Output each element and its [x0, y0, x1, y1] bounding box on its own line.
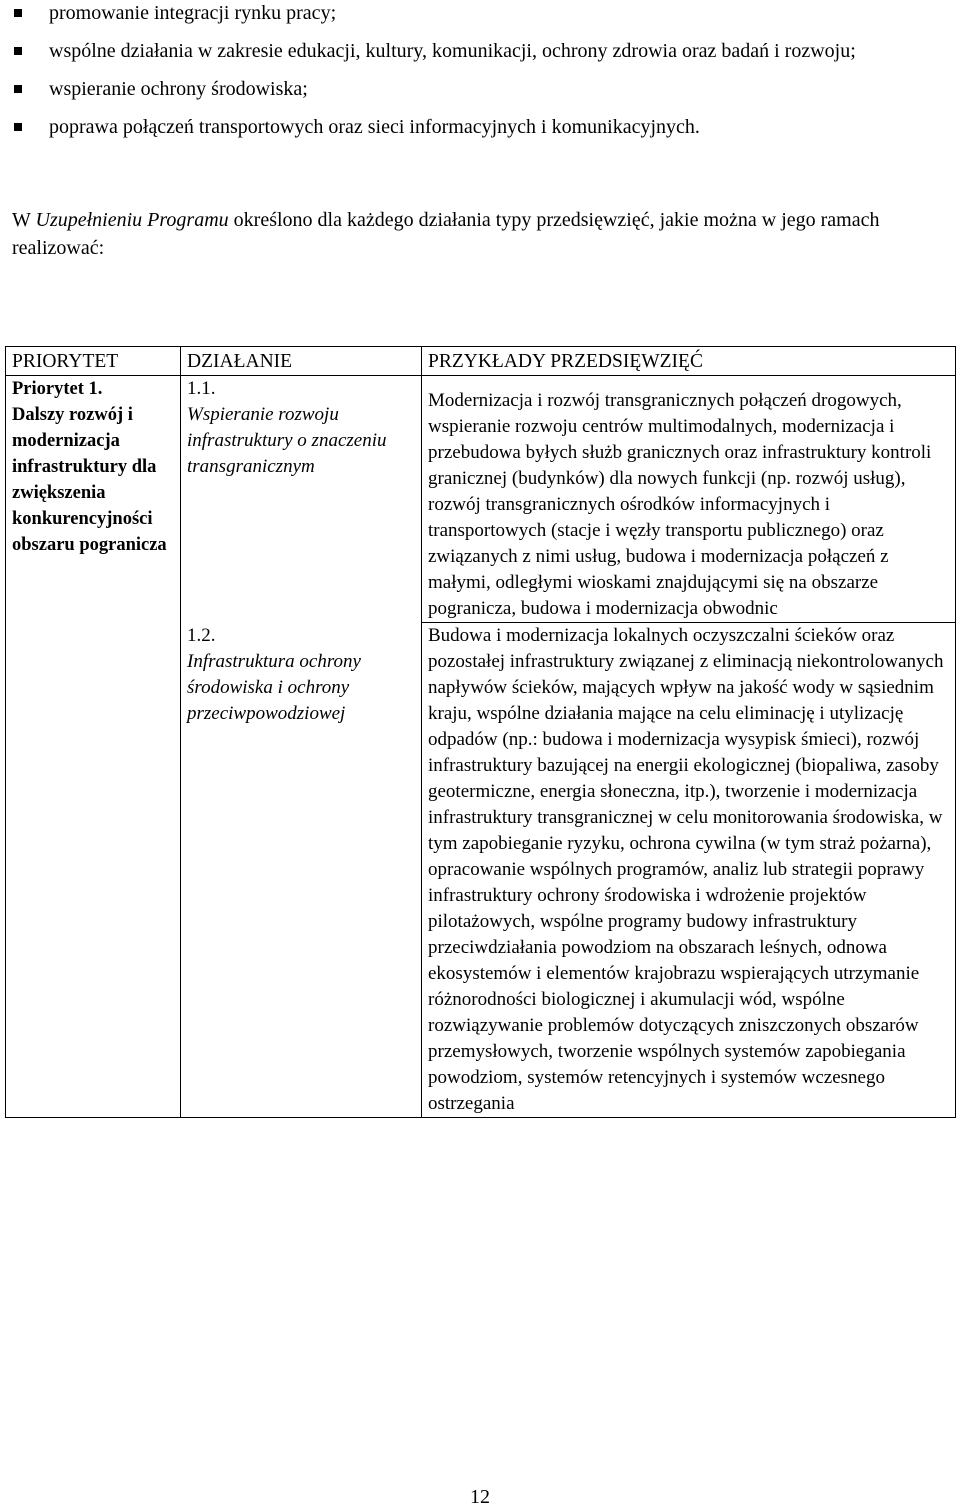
list-item: [12, 0, 952, 26]
list-item-text: wspólne działania w zakresie edukacji, kultury, komunikacji, ochrony zdrowia oraz badań i rozwoju;: [49, 40, 856, 62]
action-number: 1.2.: [187, 624, 216, 646]
intro-suffix: określono dla każdego działania typy przedsięwzięć, jakie można w jego ramach realizować:: [12, 209, 880, 259]
list-item-text: poprawa połączeń transportowych oraz sieci informacyjnych i komunikacyjnych.: [49, 116, 700, 138]
priority-number: Priorytet 1.: [12, 379, 103, 399]
action-name: Wspieranie rozwoju infrastruktury o znaczeniu transgranicznym: [187, 404, 387, 477]
header-examples: PRZYKŁADY PRZEDSIĘWZIĘĆ: [422, 347, 956, 376]
list-item-text: wspieranie ochrony środowiska;: [49, 78, 308, 100]
intro-paragraph: [12, 206, 952, 262]
table-header-row: [6, 347, 956, 376]
list-item: [12, 76, 952, 102]
list-item: [12, 38, 952, 64]
priority-name: Dalszy rozwój i modernizacja infrastruktury dla zwiększenia konkurencyjności obszaru pogranicza: [12, 405, 167, 555]
action-cell: [181, 376, 422, 623]
page-number: 12: [470, 1486, 490, 1508]
intro-prefix: W: [12, 209, 36, 231]
square-bullet-icon: [14, 85, 22, 93]
examples-cell: Budowa i modernizacja lokalnych oczyszczalni ścieków oraz pozostałej infrastruktury związanej z eliminacją niekontrolowanych napływów ścieków, mających wpływ na jakość wody w sąsiednim kraju, wspólne działania mające na celu eliminację i utylizację odpadów (np.: budowa i modernizacja wysypisk śmieci), rozwój infrastruktury bazującej na energii ekologicznej (biopaliwa, zasoby geotermiczne, energia słoneczna, itp.), tworzenie i modernizacja infrastruktury transgranicznej w celu monitorowania środowiska, w tym zapobieganie ryzyku, ochrona cywilna (w tym straż pożarna), opracowanie wspólnych programów, analiz lub strategii poprawy infrastruktury ochrony środowiska i wdrożenie projektów pilotażowych, wspólne programy budowy infrastruktury przeciwdziałania powodziom na obszarach leśnych, odnowa ekosystemów i elementów krajobrazu wspierających utrzymanie różnorodności biologicznej i akumulacji wód, wspólne rozwiązywanie problemów dotyczących zniszczonych obszarów przemysłowych, tworzenie wspólnych systemów zapobiegania powodziom, systemów retencyjnych i systemów wczesnego ostrzegania: [422, 623, 956, 1118]
square-bullet-icon: [14, 123, 22, 131]
priorities-table: [5, 346, 956, 1118]
square-bullet-icon: [14, 47, 22, 55]
square-bullet-icon: [14, 9, 22, 17]
header-priority: PRIORYTET: [6, 347, 181, 376]
action-cell: [181, 623, 422, 1118]
examples-cell: Modernizacja i rozwój transgranicznych połączeń drogowych, wspieranie rozwoju centrów multimodalnych, modernizacja i przebudowa byłych służb granicznych oraz infrastruktury kontroli granicznej (budynków) dla nowych funkcji (np. rozwój usług), rozwój transgranicznych ośrodków informacyjnych i transportowych (stacje i węzły transportu publicznego) oraz związanych z nimi usług, budowa i modernizacja połączeń z małymi, odległymi wioskami znajdującymi się na obszarze pogranicza, budowa i modernizacja obwodnic: [422, 376, 956, 623]
objectives-list: [12, 0, 952, 152]
priority-cell: [6, 376, 181, 1118]
action-number: 1.1.: [187, 378, 216, 399]
list-item-text: promowanie integracji rynku pracy;: [49, 2, 337, 24]
action-name: Infrastruktura ochrony środowiska i ochrony przeciwpowodziowej: [187, 650, 361, 724]
intro-doc-name: Uzupełnieniu Programu: [35, 209, 229, 231]
list-item: [12, 114, 952, 140]
header-action: DZIAŁANIE: [181, 347, 422, 376]
table-row: [6, 376, 956, 623]
